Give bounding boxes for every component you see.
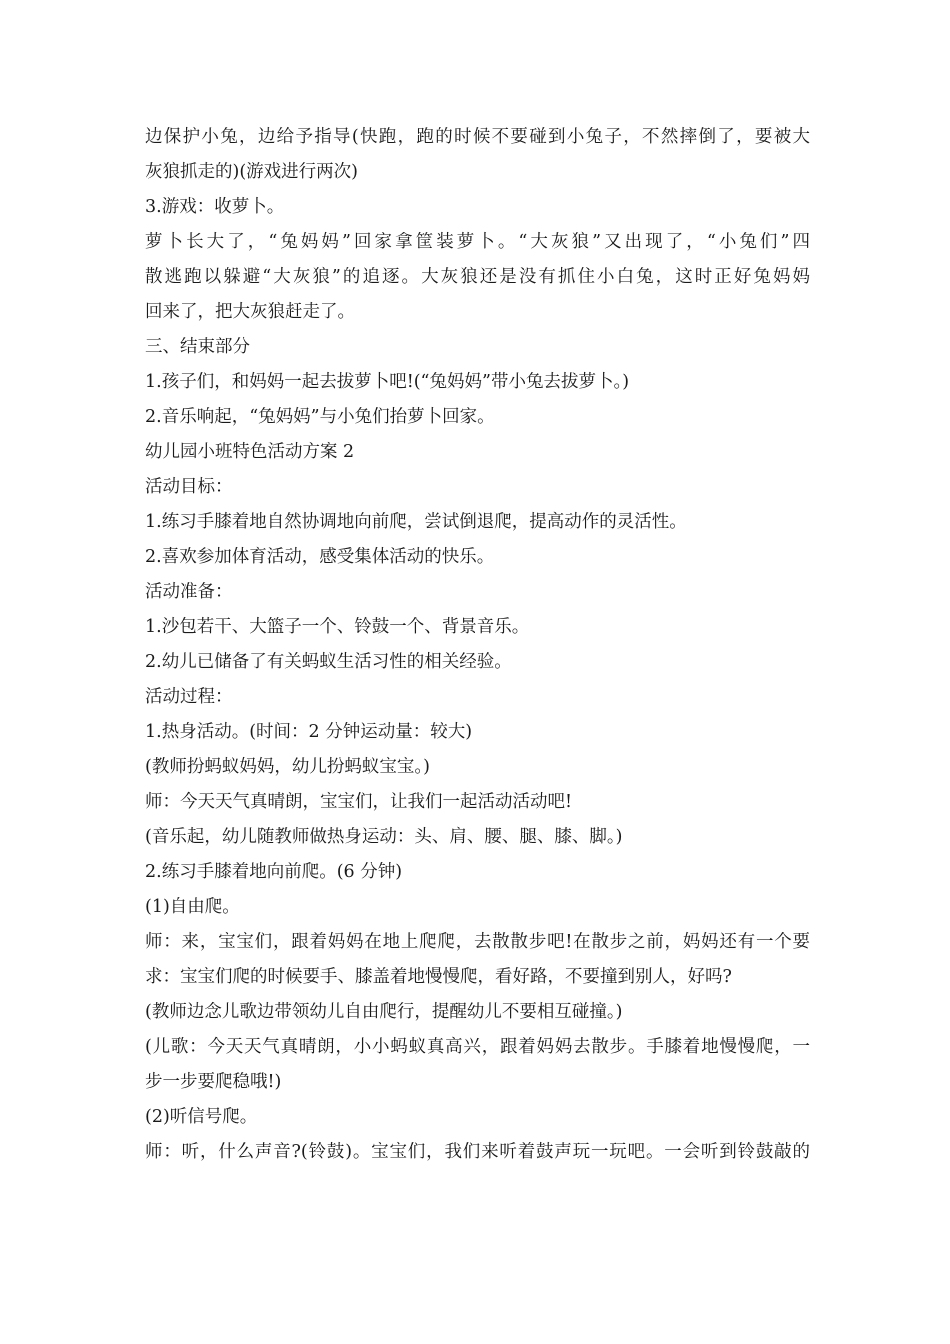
text-line: 1.孩子们，和妈妈一起去拔萝卜吧!(“兔妈妈”带小兔去拔萝卜。) xyxy=(145,372,630,392)
text-line: 3.游戏：收萝卜。 xyxy=(145,197,285,217)
text-line: (2)听信号爬。 xyxy=(145,1107,258,1127)
text-line: 步一步要爬稳哦!) xyxy=(145,1072,282,1092)
text-line: 活动准备： xyxy=(145,582,233,602)
text-line: (儿歌：今天天气真晴朗，小小蚂蚁真高兴，跟着妈妈去散步。手膝着地慢慢爬，一 xyxy=(145,1037,810,1057)
text-line: 散逃跑以躲避“大灰狼”的追逐。大灰狼还是没有抓住小白兔，这时正好兔妈妈 xyxy=(145,267,810,287)
text-line: 幼儿园小班特色活动方案 2 xyxy=(145,442,355,462)
text-line: 2.幼儿已储备了有关蚂蚁生活习性的相关经验。 xyxy=(145,652,512,672)
text-line: 2.喜欢参加体育活动，感受集体活动的快乐。 xyxy=(145,547,495,567)
text-line: 1.热身活动。(时间：2 分钟运动量：较大) xyxy=(145,722,473,742)
text-line: 2.练习手膝着地向前爬。(6 分钟) xyxy=(145,862,403,882)
text-line: 活动目标： xyxy=(145,477,233,497)
text-line: 边保护小兔，边给予指导(快跑，跑的时候不要碰到小兔子，不然摔倒了，要被大 xyxy=(145,127,810,147)
text-line: 灰狼抓走的)(游戏进行两次) xyxy=(145,162,358,182)
text-line: 活动过程： xyxy=(145,687,233,707)
text-line: (1)自由爬。 xyxy=(145,897,240,917)
text-line: (教师边念儿歌边带领幼儿自由爬行，提醒幼儿不要相互碰撞。) xyxy=(145,1002,623,1022)
text-line: (音乐起，幼儿随教师做热身运动：头、肩、腰、腿、膝、脚。) xyxy=(145,827,623,847)
text-line: 师：听，什么声音?(铃鼓)。宝宝们，我们来听着鼓声玩一玩吧。一会听到铃鼓敲的 xyxy=(145,1142,810,1162)
text-line: 师：今天天气真晴朗，宝宝们，让我们一起活动活动吧! xyxy=(145,792,573,812)
text-line: 回来了，把大灰狼赶走了。 xyxy=(145,302,355,322)
text-line: 2.音乐响起，“兔妈妈”与小兔们抬萝卜回家。 xyxy=(145,407,495,427)
text-line: (教师扮蚂蚁妈妈，幼儿扮蚂蚁宝宝。) xyxy=(145,757,430,777)
document-body xyxy=(145,120,810,1170)
text-line: 三、结束部分 xyxy=(145,337,250,357)
text-line: 师：来，宝宝们，跟着妈妈在地上爬爬，去散散步吧!在散步之前，妈妈还有一个要 xyxy=(145,932,810,952)
text-line: 1.练习手膝着地自然协调地向前爬，尝试倒退爬，提高动作的灵活性。 xyxy=(145,512,687,532)
text-line: 求：宝宝们爬的时候要手、膝盖着地慢慢爬，看好路，不要撞到别人，好吗? xyxy=(145,967,732,987)
text-line: 萝卜长大了，“兔妈妈”回家拿筐装萝卜。“大灰狼”又出现了，“小兔们”四 xyxy=(145,232,810,252)
text-line: 1.沙包若干、大篮子一个、铃鼓一个、背景音乐。 xyxy=(145,617,530,637)
